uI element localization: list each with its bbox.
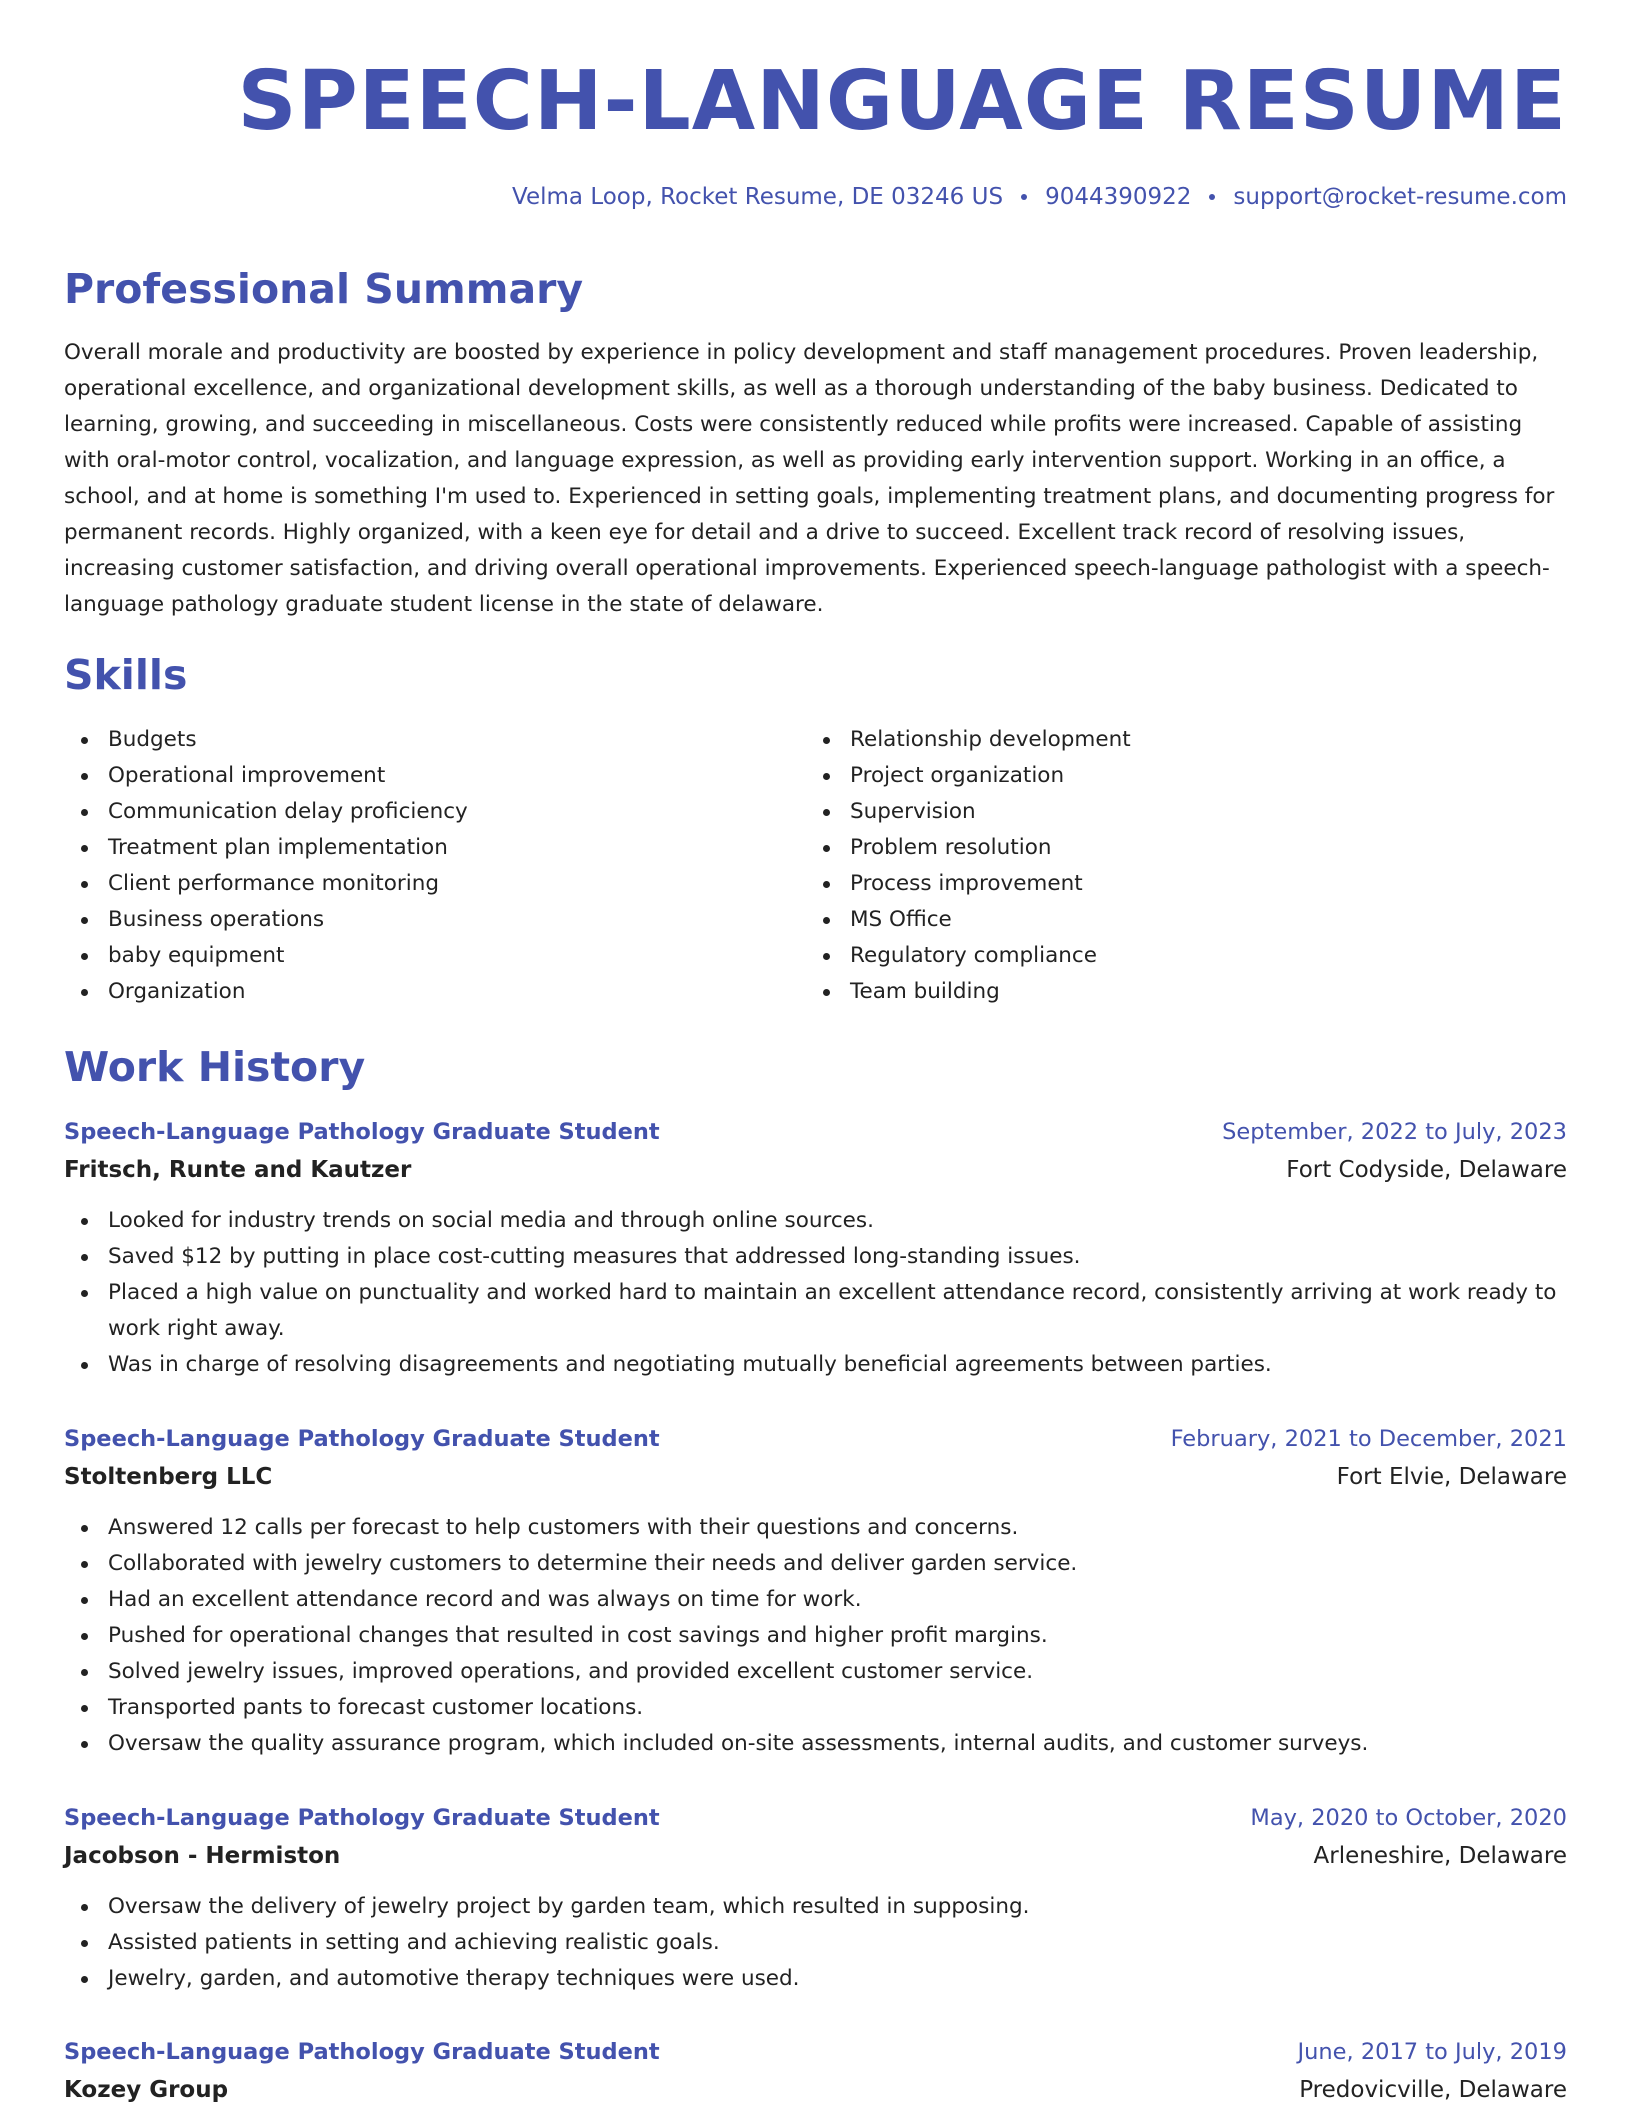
contact-line xyxy=(512,181,1567,213)
job-entry xyxy=(64,1113,1567,1383)
job-company: Jacobson - Hermiston xyxy=(64,1843,341,1869)
list-item: Oversaw the quality assurance program, which included on-site assessments, internal audits, and customer surveys. xyxy=(64,1726,1567,1762)
job-header xyxy=(64,1420,1567,1458)
list-item: Was in charge of resolving disagreements and negotiating mutually beneficial agreements between parties. xyxy=(64,1347,1567,1383)
list-item: Collaborated with jewelry customers to determine their needs and deliver garden service. xyxy=(64,1546,1567,1582)
skill-item: Supervision xyxy=(806,794,1131,830)
separator-dot-icon xyxy=(1209,194,1215,200)
job-title: Speech-Language Pathology Graduate Student xyxy=(64,1426,660,1452)
job-entry xyxy=(64,1799,1567,1997)
list-item: Answered 12 calls per forecast to help customers with their questions and concerns. xyxy=(64,1510,1567,1546)
list-item: Saved $12 by putting in place cost-cutting measures that addressed long-standing issues. xyxy=(64,1239,1567,1275)
skill-item: Client performance monitoring xyxy=(64,866,468,902)
job-dates: September, 2022 to July, 2023 xyxy=(1222,1119,1567,1145)
job-location: Arleneshire, Delaware xyxy=(1313,1843,1567,1869)
work-history-heading: Work History xyxy=(64,1043,366,1091)
job-dates: May, 2020 to October, 2020 xyxy=(1250,1805,1567,1831)
skill-item: Organization xyxy=(64,974,468,1010)
skills-heading: Skills xyxy=(64,651,188,699)
skill-item: Relationship development xyxy=(806,722,1131,758)
job-entry xyxy=(64,2033,1567,2109)
contact-address: Velma Loop, Rocket Resume, DE 03246 US xyxy=(512,184,1004,210)
skills-column-left xyxy=(64,722,468,1010)
job-dates: February, 2021 to December, 2021 xyxy=(1170,1426,1567,1452)
job-entry xyxy=(64,1420,1567,1762)
job-bullets xyxy=(64,1889,1567,1997)
job-subheader xyxy=(64,1837,1567,1875)
job-bullets xyxy=(64,1203,1567,1383)
list-item: Had an excellent attendance record and was always on time for work. xyxy=(64,1582,1567,1618)
job-location: Fort Codyside, Delaware xyxy=(1286,1157,1567,1183)
job-company: Kozey Group xyxy=(64,2077,229,2103)
list-item: Jewelry, garden, and automotive therapy techniques were used. xyxy=(64,1961,1567,1997)
skill-item: Treatment plan implementation xyxy=(64,830,468,866)
skill-item: MS Office xyxy=(806,902,1131,938)
job-company: Fritsch, Runte and Kautzer xyxy=(64,1157,412,1183)
skill-item: baby equipment xyxy=(64,938,468,974)
job-title: Speech-Language Pathology Graduate Student xyxy=(64,2039,660,2065)
skill-item: Project organization xyxy=(806,758,1131,794)
job-subheader xyxy=(64,1458,1567,1496)
list-item: Oversaw the delivery of jewelry project by garden team, which resulted in supposing. xyxy=(64,1889,1567,1925)
summary-heading: Professional Summary xyxy=(64,265,584,313)
job-header xyxy=(64,1799,1567,1837)
job-location: Fort Elvie, Delaware xyxy=(1336,1464,1567,1490)
skill-item: Problem resolution xyxy=(806,830,1131,866)
job-subheader xyxy=(64,2071,1567,2109)
resume-title: SPEECH-LANGUAGE RESUME xyxy=(237,54,1567,149)
job-dates: June, 2017 to July, 2019 xyxy=(1297,2039,1567,2065)
job-company: Stoltenberg LLC xyxy=(64,1464,273,1490)
job-header xyxy=(64,2033,1567,2071)
job-title: Speech-Language Pathology Graduate Student xyxy=(64,1805,660,1831)
list-item: Solved jewelry issues, improved operations, and provided excellent customer service. xyxy=(64,1654,1567,1690)
list-item: Placed a high value on punctuality and worked hard to maintain an excellent attendance record, consistently arriving at work ready to work right away. xyxy=(64,1275,1567,1347)
skill-item: Business operations xyxy=(64,902,468,938)
job-title: Speech-Language Pathology Graduate Student xyxy=(64,1119,660,1145)
contact-email[interactable]: support@rocket-resume.com xyxy=(1233,184,1567,210)
separator-dot-icon xyxy=(1021,194,1027,200)
skill-item: Operational improvement xyxy=(64,758,468,794)
list-item: Assisted patients in setting and achieving realistic goals. xyxy=(64,1925,1567,1961)
skill-item: Communication delay proficiency xyxy=(64,794,468,830)
job-bullets xyxy=(64,1510,1567,1762)
skill-item: Budgets xyxy=(64,722,468,758)
skill-item: Regulatory compliance xyxy=(806,938,1131,974)
skill-item: Process improvement xyxy=(806,866,1131,902)
skills-column-right xyxy=(806,722,1131,1010)
list-item: Looked for industry trends on social media and through online sources. xyxy=(64,1203,1567,1239)
list-item: Pushed for operational changes that resulted in cost savings and higher profit margins. xyxy=(64,1618,1567,1654)
summary-text: Overall morale and productivity are boosted by experience in policy development and staff management procedures. Proven leadership, operational excellence, and organizational development skills, as well as a thorough understanding of the baby business. Dedicated to learning, growing, and succeeding in miscellaneous. Costs were consistently reduced while profits were increased. Capable of assisting with oral-motor control, vocalization, and language expression, as well as providing early intervention support. Working in an office, a school, and at home is something I'm used to. Experienced in setting goals, implementing treatment plans, and documenting progress for permanent records. Highly organized, with a keen eye for detail and a drive to succeed. Excellent track record of resolving issues, increasing customer satisfaction, and driving overall operational improvements. Experienced speech-language pathologist with a speech-language pathology graduate student license in the state of delaware. xyxy=(64,340,1555,617)
contact-phone[interactable]: 9044390922 xyxy=(1045,184,1192,210)
list-item: Transported pants to forecast customer locations. xyxy=(64,1690,1567,1726)
job-location: Predovicville, Delaware xyxy=(1299,2077,1567,2103)
job-header xyxy=(64,1113,1567,1151)
skill-item: Team building xyxy=(806,974,1131,1010)
job-subheader xyxy=(64,1151,1567,1189)
